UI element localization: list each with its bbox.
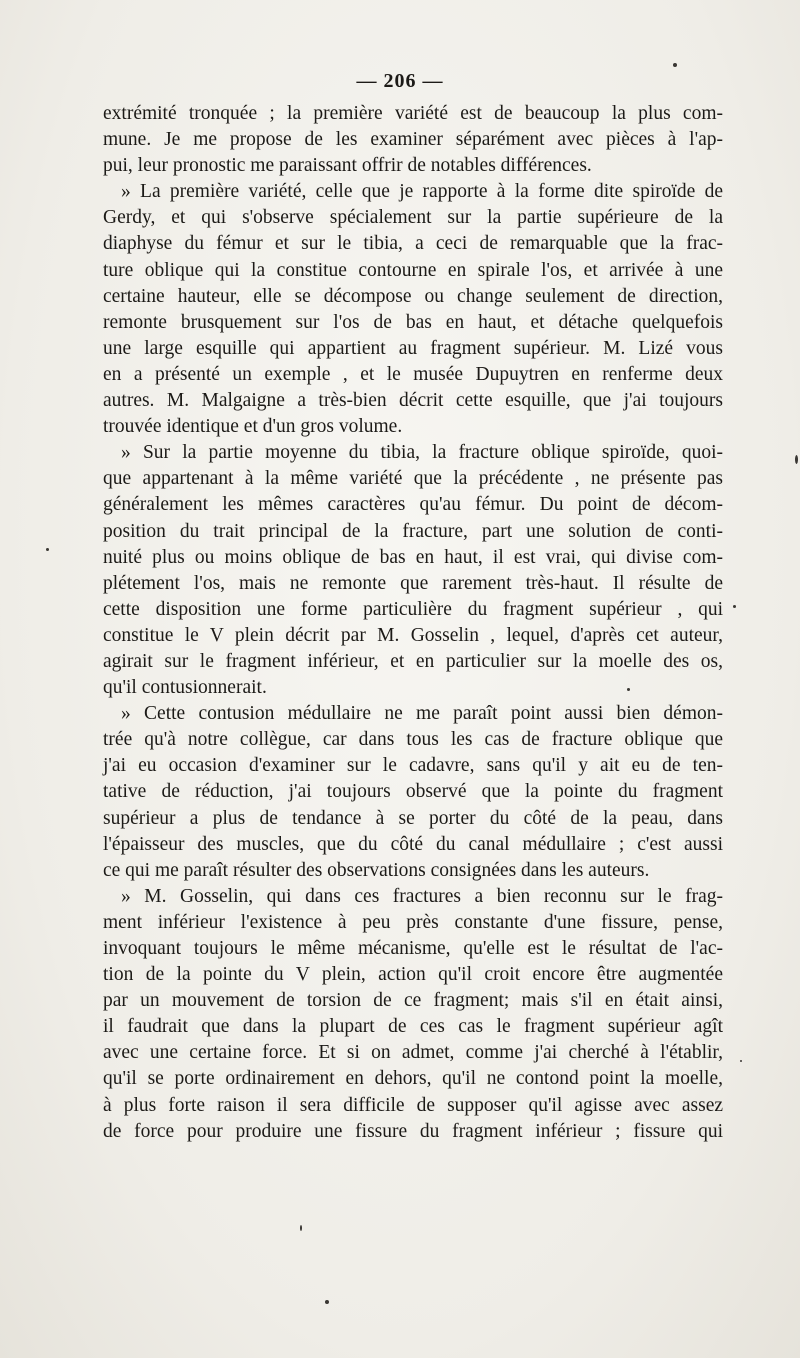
text-line: tion de la pointe du V plein, action qu'il croit encore être augmentée [103, 964, 723, 986]
text-line: avec une certaine force. Et si on admet, comme j'ai cherché à l'établir, [103, 1042, 723, 1064]
text-line: invoquant toujours le même mécanisme, qu'elle est le résultat de l'ac- [103, 938, 723, 959]
text-line: position du trait principal de la fracture, part une solution de conti- [103, 520, 723, 542]
text-line: généralement les mêmes caractères qu'au fémur. Du point de décom- [103, 494, 723, 516]
text-line: diaphyse du fémur et sur le tibia, a ceci de remarquable que la frac- [103, 233, 723, 255]
text-line: Gerdy, et qui s'observe spécialement sur la partie supérieure de la [103, 207, 723, 229]
text-line: qu'il contusionnerait. [103, 677, 267, 699]
text-line: par un mouvement de torsion de ce fragment; mais s'il en était ainsi, [103, 990, 723, 1012]
text-line: supérieur a plus de tendance à se porter du côté de la peau, dans [103, 807, 723, 829]
text-line: une large esquille qui appartient au fragment supérieur. M. Lizé vous [103, 337, 723, 359]
text-line: à plus forte raison il sera difficile de supposer qu'il agisse avec assez [103, 1094, 723, 1116]
page-number: — 206 — [356, 70, 444, 92]
body-text [103, 101, 723, 1145]
text-line: de force pour produire une fissure du fragment inférieur ; fissure qui [103, 1120, 723, 1142]
scan-speck [46, 548, 49, 551]
text-line: ce qui me paraît résulter des observations consignées dans les auteurs. [103, 859, 650, 881]
scan-speck [673, 63, 677, 67]
text-line: il faudrait que dans la plupart de ces cas le fragment supérieur agît [103, 1016, 723, 1038]
text-line: l'épaisseur des muscles, que du côté du canal médullaire ; c'est aussi [103, 833, 723, 855]
text-line: trouvée identique et d'un gros volume. [103, 416, 403, 438]
text-line: qu'il se porte ordinairement en dehors, qu'il ne contond point la moelle, [103, 1068, 723, 1090]
scan-speck [325, 1300, 329, 1304]
text-line: en a présenté un exemple , et le musée Dupuytren en renferme deux [103, 363, 723, 385]
text-line: pui, leur pronostic me paraissant offrir de notables différences. [103, 155, 592, 177]
scan-speck [740, 1060, 742, 1062]
scan-speck [733, 605, 736, 608]
text-line: ment inférieur l'existence à peu près constante d'une fissure, pense, [103, 911, 723, 933]
text-line: » Sur la partie moyenne du tibia, la fracture oblique spiroïde, quoi- [121, 442, 723, 464]
text-line: » Cette contusion médullaire ne me paraît point aussi bien démon- [121, 703, 723, 725]
text-line: que appartenant à la même variété que la précédente , ne présente pas [103, 468, 723, 490]
text-line: trée qu'à notre collègue, car dans tous les cas de fracture oblique que [103, 729, 723, 751]
text-line: certaine hauteur, elle se décompose ou change seulement de direction, [103, 285, 723, 307]
scan-speck [795, 455, 798, 464]
text-line: j'ai eu occasion d'examiner sur le cadavre, sans qu'il y ait eu de ten- [103, 755, 723, 777]
text-line: autres. M. Malgaigne a très-bien décrit cette esquille, que j'ai toujours [103, 390, 723, 412]
text-line: remonte brusquement sur l'os de bas en haut, et détache quelquefois [103, 311, 723, 333]
text-line: » La première variété, celle que je rapporte à la forme dite spiroïde de [121, 181, 723, 203]
text-line: nuité plus ou moins oblique de bas en haut, il est vrai, qui divise com- [103, 546, 723, 568]
text-line: constitue le V plein décrit par M. Gosselin , lequel, d'après cet auteur, [103, 624, 723, 646]
text-line: » M. Gosselin, qui dans ces fractures a bien reconnu sur le frag- [121, 885, 723, 907]
text-line: ture oblique qui la constitue contourne en spirale l'os, et arrivée à une [103, 259, 723, 281]
text-line: extrémité tronquée ; la première variété est de beaucoup la plus com- [103, 103, 723, 124]
scan-speck [300, 1225, 302, 1231]
text-line: cette disposition une forme particulière du fragment supérieur , qui [103, 598, 723, 620]
text-line: plétement l'os, mais ne remonte que rarement très-haut. Il résulte de [103, 572, 723, 594]
text-line: mune. Je me propose de les examiner séparément avec pièces à l'ap- [103, 129, 723, 151]
text-line: agirait sur le fragment inférieur, et en particulier sur la moelle des os, [103, 650, 723, 672]
text-line: tative de réduction, j'ai toujours observé que la pointe du fragment [103, 781, 723, 803]
scan-speck [627, 688, 630, 691]
